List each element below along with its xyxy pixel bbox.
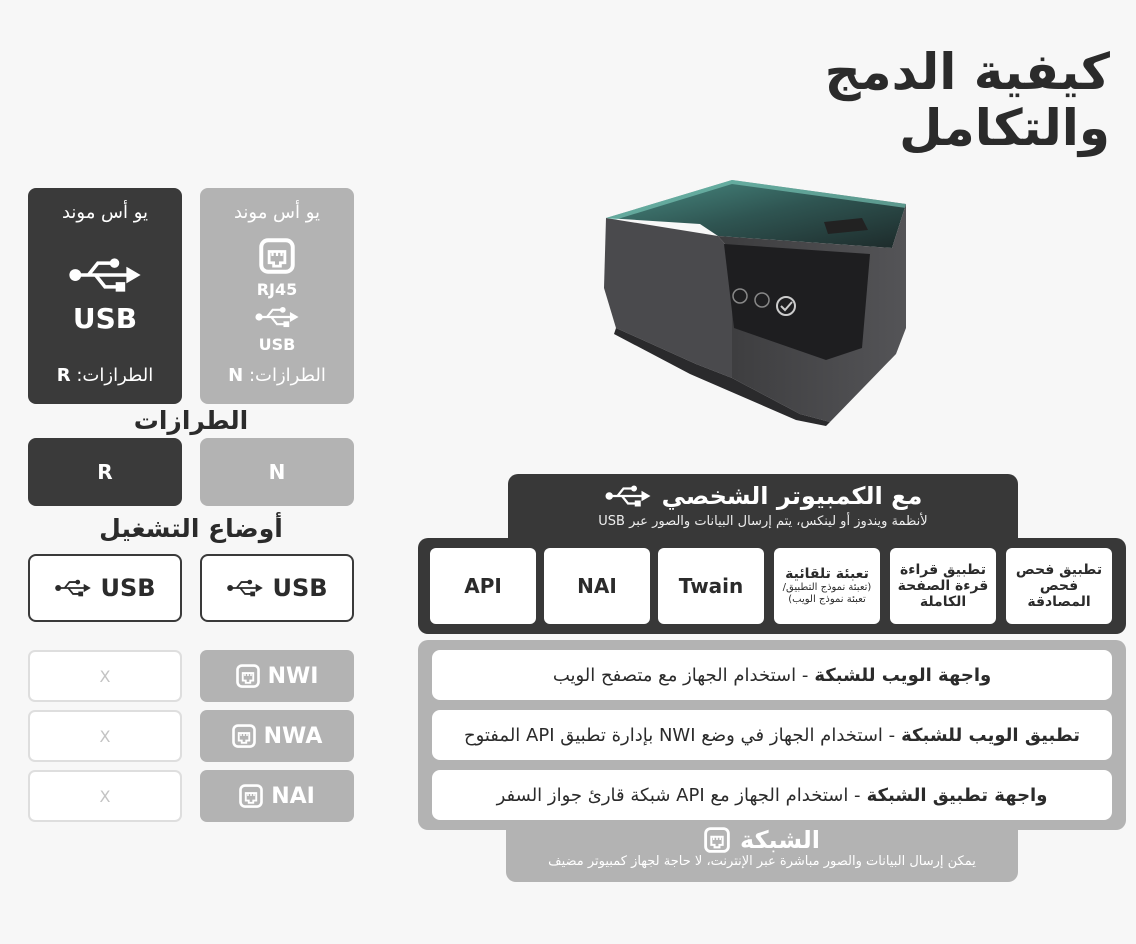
usb-icon [254,305,300,329]
app-twain: Twain [658,548,764,624]
pc-heading: مع الكمبيوتر الشخصي [661,482,923,510]
app-full-page-reader: تطبيق قراءة قرءة الصفحة الكاملة [890,548,996,624]
mode-usb-r: USB [28,554,182,622]
page-title: كيفية الدمج والتكامل [824,43,1110,157]
models-heading: الطرازات [133,406,249,435]
mode-unavailable: X [28,770,182,822]
ethernet-icon [259,238,295,274]
mode-nai: NAI [200,770,354,822]
app-nai: NAI [544,548,650,624]
connector-label: USB [258,335,296,354]
modes-heading: أوضاع التشغيل [99,514,283,543]
ethernet-icon [704,827,730,853]
usb-icon [54,578,92,598]
model-card-r [28,188,182,404]
connector-label: USB [72,302,138,335]
connector-label: RJ45 [256,280,298,299]
mode-nwi: NWI [200,650,354,702]
model-pill-r: R [28,438,182,506]
model-card-footer: الطرازات: N [228,365,326,386]
app-api: API [430,548,536,624]
ethernet-icon [232,724,256,748]
ethernet-icon [236,664,260,688]
usb-icon [604,484,652,508]
app-authentication-check: تطبيق فحص فحص المصادقة [1006,548,1112,624]
network-row-nai: واجهة تطبيق الشبكة - استخدام الجهاز مع API شبكة قارئ جواز السفر [432,770,1112,820]
passport-reader-device-image [600,178,912,426]
network-row-nwi: واجهة الويب للشبكة - استخدام الجهاز مع متصفح الويب [432,650,1112,700]
mode-unavailable: X [28,650,182,702]
app-autofill: تعبئة تلقائية (تعبئة نموذج التطبيق/ تعبئة نموذج الويب) [774,548,880,624]
mode-nwa: NWA [200,710,354,762]
model-card-n [200,188,354,404]
ethernet-icon [239,784,263,808]
network-row-nwa: تطبيق الويب للشبكة - استخدام الجهاز في وضع NWI بإدارة تطبيق API المفتوح [432,710,1112,760]
model-card-footer: الطرازات: R [56,365,154,386]
usb-icon [226,578,264,598]
usb-icon [67,256,143,294]
mode-unavailable: X [28,710,182,762]
network-footer [506,824,1018,882]
mode-usb-n: USB [200,554,354,622]
model-pill-n: N [200,438,354,506]
pc-subtitle: لأنظمة ويندوز أو لينكس، يتم إرسال البيانات والصور عبر USB [598,514,928,529]
pc-integration-header [508,474,1018,544]
network-heading: الشبكة [740,826,820,854]
model-card-title: يو أس موند [233,202,321,223]
network-subtitle: يمكن إرسال البيانات والصور مباشرة عبر الإنترنت، لا حاجة لجهاز كمبيوتر مضيف [548,854,976,869]
model-card-title: يو أس موند [61,202,149,223]
